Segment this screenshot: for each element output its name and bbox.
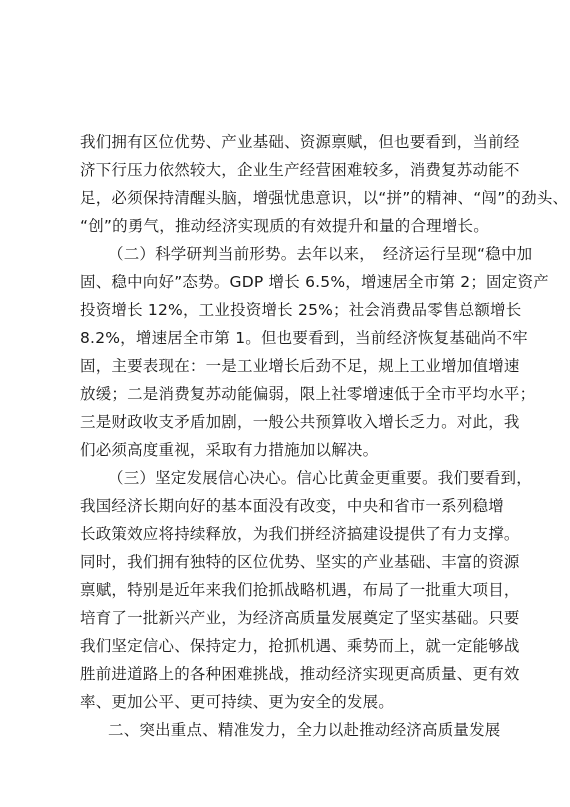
paragraph-line: 我国经济长期向好的基本面没有改变，中央和省市一系列稳增 [80,497,504,515]
paragraph-line: 投资增长 12%，工业投资增长 25%；社会消费品零售总额增长 [80,301,522,319]
chapter-heading-line: 二、突出重点、精准发力，全力以赴推动经济高质量发展 [108,721,501,739]
paragraph-line: 8.2%，增速居全市第 1。但也要看到，当前经济恢复基础尚不牢 [80,329,528,347]
section-heading-line: （三）坚定发展信心决心。信心比黄金更重要。我们要看到， [108,469,532,487]
paragraph-line: 济下行压力依然较大，企业生产经营困难较多，消费复苏动能不 [80,161,520,179]
paragraph-line: 长政策效应将持续释放，为我们拼经济搞建设提供了有力支撑。 [80,525,520,543]
paragraph-line: 率、更加公平、更可持续、更为安全的发展。 [80,693,395,711]
section-heading-line: （二）科学研判当前形势。去年以来， 经济运行呈现“稳中加 [108,245,533,263]
paragraph-line: 们必须高度重视，采取有力措施加以解决。 [80,441,379,459]
paragraph-line: 培育了一批新兴产业，为经济高质量发展奠定了坚实基础。只要 [80,609,520,627]
paragraph-line: “创”的勇气，推动经济实现质的有效提升和量的合理增长。 [80,217,489,235]
paragraph-line: 胜前进道路上的各种困难挑战，推动经济实现更高质量、更有效 [80,665,520,683]
paragraph-line: 我们拥有区位优势、产业基础、资源禀赋，但也要看到，当前经 [80,133,520,151]
paragraph-line: 固，主要表现在：一是工业增长后劲不足，规上工业增加值增速 [80,357,520,375]
paragraph-line: 我们坚定信心、保持定力，抢抓机遇、乘势而上，就一定能够战 [80,637,520,655]
paragraph-line: 足，必须保持清醒头脑，增强忧患意识，以“拼”的精神、“闯”的劲头、 [80,189,569,207]
paragraph-line: 固、稳中向好”态势。GDP 增长 6.5%，增速居全市第 2；固定资产 [80,273,549,291]
paragraph-line: 三是财政收支矛盾加剧，一般公共预算收入增长乏力。对此，我 [80,413,520,431]
paragraph-line: 同时，我们拥有独特的区位优势、坚实的产业基础、丰富的资源 [80,553,520,571]
paragraph-line: 放缓；二是消费复苏动能偏弱，限上社零增速低于全市平均水平； [80,385,536,403]
paragraph-line: 禀赋，特别是近年来我们抢抓战略机遇，布局了一批重大项目， [80,581,520,599]
